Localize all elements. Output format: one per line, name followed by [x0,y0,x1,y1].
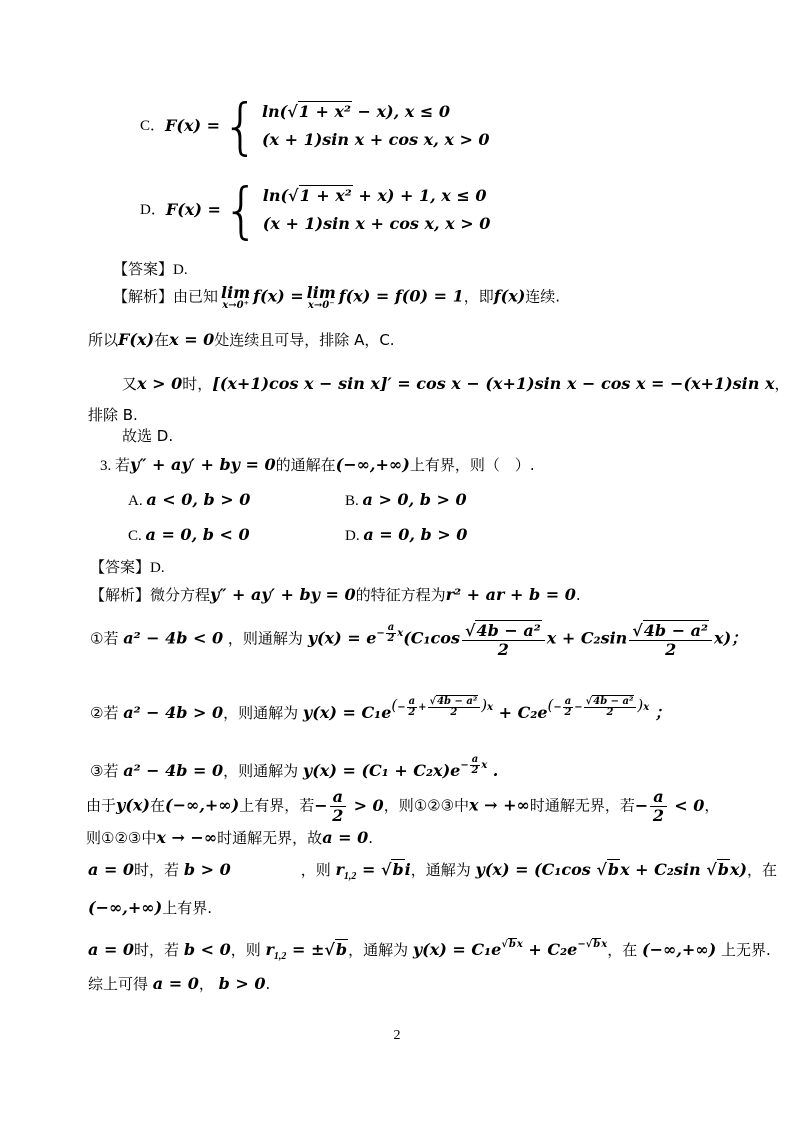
fraction-a-over-2 [330,788,346,824]
exponent [577,938,607,950]
text-run: 时通解无界，故 [217,829,323,847]
q3-case-1 [90,622,747,658]
denominator: 2 [332,805,344,825]
denominator: 2 [471,765,479,776]
math-run: − [397,702,406,713]
lim-subscript: x→0⁻ [307,300,335,311]
q3-option-d [345,525,467,546]
text-run: 由于 [86,796,117,815]
math-run: y″ + ay′ + by = 0 [130,455,276,474]
math-run: y(x) = C₁e [302,703,392,722]
math-run: f(x) [493,286,526,306]
radicand: 1 + x² [299,186,352,206]
math-run: x + C₂sin [620,860,707,879]
q3-answer [90,558,165,578]
q3-bounded-line-2 [86,828,373,849]
math-run: x [601,939,608,950]
circled-1: ①若 [90,629,124,648]
radicand: b [717,860,729,879]
q2-analysis-line [113,285,560,311]
text-run: ， [774,375,790,393]
text-run: 时， [182,375,213,393]
page-number: 2 [393,1028,401,1043]
q3-option-a [128,490,250,511]
q3-bounded-line-1 [86,788,719,824]
fraction-a-over-2 [563,697,573,718]
answer-label: 【答案】 [90,558,151,576]
q3-case-3 [90,755,498,782]
option-d-lhs: F(x) = [165,200,221,220]
exponent [547,696,650,718]
case-row-1 [263,186,487,206]
fraction-sqrt-over-2 [428,697,481,718]
math-run: x → +∞ [469,795,530,815]
radicand: b [607,860,620,879]
text-run: 处连续且可导，排除 A，C. [214,331,395,349]
analysis-label: 【解析】 [90,586,151,604]
math-run: x [487,702,494,713]
neg-a-half [634,787,705,825]
piecewise-cases [222,90,490,162]
radical-sign: √ [287,102,298,122]
answer-value: D. [150,560,165,576]
question-number: 3. [100,458,115,474]
fraction-a-over-2 [470,755,480,776]
math-run: − [553,702,562,713]
math-run: + x) + 1, x ≤ 0 [352,186,487,206]
option-a-value: a < 0, b > 0 [146,490,251,509]
math-run: (−∞,+∞) [335,455,410,474]
text-run: ，即 [463,287,494,306]
fraction-a-over-2 [407,697,417,718]
math-run: b < 0 [183,940,231,959]
q2-exclude-b-line [88,406,138,426]
math-run: a² − 4b > 0 [123,703,224,722]
option-a-label: A. [128,493,147,509]
math-run: + [418,702,427,713]
math-run: f(x) = [253,286,304,306]
math-run: a = 0 [322,828,369,847]
numerator [629,622,712,641]
option-b-label: B. [345,493,363,509]
lim-subscript: x→0⁺ [222,300,249,311]
math-run: − [634,795,649,815]
radicand: 4b − a² [437,696,478,707]
paren: ( [547,696,554,714]
radicand: b [593,939,601,950]
numerator: a [564,696,572,707]
option-c3-value: a = 0, b < 0 [145,525,250,544]
math-run: b > 0 [218,974,266,993]
math-run: − [574,702,583,713]
text-run: 的通解在 [275,456,336,474]
radical-sign: √ [706,860,717,879]
q3-b-positive-line [88,860,777,884]
math-run: − [314,795,328,815]
q2-answer [113,260,188,280]
math-run: + C₂e [493,703,548,722]
text-run: . [265,975,271,993]
text-run: 上有界，则（ ）. [409,456,535,474]
math-run: − x), x ≤ 0 [351,102,450,122]
math-run: x)； [714,628,748,648]
math-run: a = 0 [152,974,199,993]
radicand: b [335,940,348,959]
math-run: r [335,860,344,879]
q2-conclusion-line [88,330,395,351]
math-run: y(x) = (C₁ + C₂x)e [302,761,461,780]
math-run: x [643,702,650,713]
text-run: ，在 [747,861,778,879]
math-run: i [404,860,411,879]
math-run: < 0 [668,795,705,815]
fraction-a-over-2 [386,623,396,644]
math-run: r [265,940,274,959]
math-run: − [577,939,586,950]
math-run: . [487,761,499,780]
math-run: x → −∞ [156,828,218,847]
answer-value: D. [173,262,188,278]
answer-label: 【答案】 [113,260,174,278]
left-brace: { [222,174,260,246]
radical-sign: √ [324,940,335,959]
q3-b-positive-line-2 [88,898,212,919]
denominator: 2 [665,639,677,659]
piecewise-cases [222,174,491,246]
fraction-sqrt-over-2 [584,697,637,718]
math-run: x [397,627,404,639]
math-run: − [376,627,385,639]
text-run: 综上可得 [88,975,153,993]
text-run: 时通解无界，若 [529,796,635,815]
q3-option-b [345,490,467,511]
radical-sign: √ [585,696,593,707]
numerator [462,622,545,641]
paren: ( [391,696,398,714]
circled-2: ②若 [90,704,124,722]
denominator: 2 [497,639,509,659]
q3-case-2 [90,697,671,724]
math-run: y(x) = e [307,628,377,648]
text-run: ，通解为 [348,941,413,959]
text-run: 故选 D. [122,427,174,445]
text-run: 所以 [88,331,119,349]
radicand: 4b − a² [476,621,541,640]
radical-sign: √ [501,939,508,950]
limit-x-to-0plus [221,285,250,311]
option-b-value: a > 0, b > 0 [362,490,467,509]
subscript-1-2: 1,2 [273,951,287,962]
text-run: ，在 [607,941,643,959]
text-run: 在 [154,331,170,349]
math-run: x) [729,860,747,879]
text-run: ，则①②③中 [383,796,470,815]
numerator: a [408,696,416,707]
radical-sign: √ [429,696,437,707]
option-d3-label: D. [345,528,364,544]
text-run: 上无界. [716,941,771,959]
math-run: ln( [262,186,289,206]
limit-x-to-0minus [307,285,336,311]
radicand: b [508,939,516,950]
math-run: = ± [286,940,325,959]
denominator: 2 [450,707,458,718]
text-run: ，则 [230,941,266,959]
denominator: 2 [387,632,395,644]
math-run: (−∞,+∞) [88,898,163,917]
option-d-label: D． [140,201,166,218]
option-d3-value: a = 0, b > 0 [363,525,468,544]
math-run: f(x) = f(0) = 1 [338,286,464,306]
text-run: 的特征方程为 [355,586,446,604]
math-run: (C₁cos [403,628,460,648]
numerator: a [330,788,346,807]
text-run: 在 [150,796,166,815]
exponent [501,938,523,950]
q3-b-negative-line [88,940,771,964]
exponent [460,754,488,776]
q3-conclusion-line [88,974,270,995]
paren: ) [637,696,644,714]
denominator: 2 [564,707,572,718]
denominator: 2 [652,805,665,825]
subscript-1-2: 1,2 [343,871,357,882]
text-run: . [575,586,581,604]
q3-stem [100,455,535,476]
radical-sign: √ [596,860,607,879]
math-run: a = 0 [88,860,135,879]
denominator: 2 [408,707,416,718]
math-run: y″ + ay′ + by = 0 [210,585,356,604]
text-run: ， [198,975,219,993]
radicand: 1 + x² [298,102,351,122]
fraction-sqrt-4b-a2-over-2 [462,622,545,658]
math-run: + C₂e [522,940,578,959]
radicand: 4b − a² [643,621,709,640]
left-brace: { [222,90,259,162]
option-d-formula [140,174,491,246]
math-run: a = 0 [88,940,135,959]
text-run: 时，若 [134,941,184,959]
case-row-1 [262,102,450,122]
text-run: ，则 [300,861,336,879]
radical-sign: √ [585,939,593,950]
math-run: x + C₂sin [546,628,628,648]
math-run: ln( [261,102,288,122]
math-run: x = 0 [169,330,215,349]
option-c-lhs: F(x) = [165,116,221,136]
text-run: 则①②③中 [86,829,157,847]
text-run: 微分方程 [150,586,211,604]
option-c-formula [140,90,490,162]
math-run: x [481,760,488,771]
radical-sign: √ [288,186,299,206]
text-run: 上有界. [162,899,212,917]
numerator: a [471,754,479,765]
text-run: ， [704,796,720,815]
text-run: 由已知 [173,287,219,306]
text-run: 若 [115,456,131,474]
math-run: r² + ar + b = 0 [445,585,576,604]
q2-derivative-line [122,374,790,395]
numerator: a [387,621,395,633]
math-run: y(x) = C₁e [412,940,502,959]
math-run: (−∞,+∞) [642,940,717,959]
math-run: y(x) = (C₁cos [475,860,597,879]
math-run: x [516,939,523,950]
text-run: ，通解为 [410,861,476,879]
text-run: 又 [122,375,138,393]
option-c3-label: C. [128,528,146,544]
fraction-sqrt-4b-a2-over-2 [629,622,712,658]
math-run: y(x) [116,795,150,815]
lim-operator: lim [221,283,251,302]
neg-a-half [314,787,384,825]
text-run: 连续. [525,287,561,306]
math-run: b > 0 [183,860,231,879]
text-run: 时，若 [134,861,184,879]
math-run: x > 0 [137,374,183,393]
text-run: 上有界，若 [239,796,315,815]
text-run: . [368,829,374,847]
text-run: ，则通解为 [223,762,303,780]
q2-choose-d-line [122,427,173,447]
lim-operator: lim [306,283,336,302]
circled-3: ③若 [90,762,124,780]
option-c-label: C． [140,117,166,134]
radical-sign: √ [380,860,392,879]
analysis-label: 【解析】 [113,287,174,306]
radicand: b [392,860,404,879]
case-row-2: (x + 1)sin x + cos x, x > 0 [262,214,491,234]
radicand: 4b − a² [593,696,634,707]
exponent [376,621,404,644]
math-run: F(x) [118,330,155,349]
math-run: [(x+1)cos x − sin x]′ = cos x − (x+1)sin x − cos x = −(x+1)sin x [212,374,775,393]
q3-option-c [128,525,250,546]
text-run: ，则通解为 [223,704,303,722]
math-run: a² − 4b = 0 [123,761,224,780]
text-run: 排除 B. [88,406,138,424]
paren: ) [481,696,488,714]
exponent [391,696,494,718]
math-run: = [356,860,381,879]
case-row-2: (x + 1)sin x + cos x, x > 0 [261,130,490,150]
fraction-a-over-2 [650,788,666,824]
math-run: (−∞,+∞) [165,795,240,815]
math-run: > 0 [348,795,384,815]
math-run: a² − 4b < 0 [123,628,224,648]
math-run: − [460,760,469,771]
denominator: 2 [606,707,614,718]
q3-analysis-head [90,585,581,606]
text-run: ，则通解为 [223,629,308,648]
numerator: a [650,788,666,807]
math-run: ； [649,703,671,722]
radical-sign: √ [632,621,643,640]
radical-sign: √ [464,621,476,640]
